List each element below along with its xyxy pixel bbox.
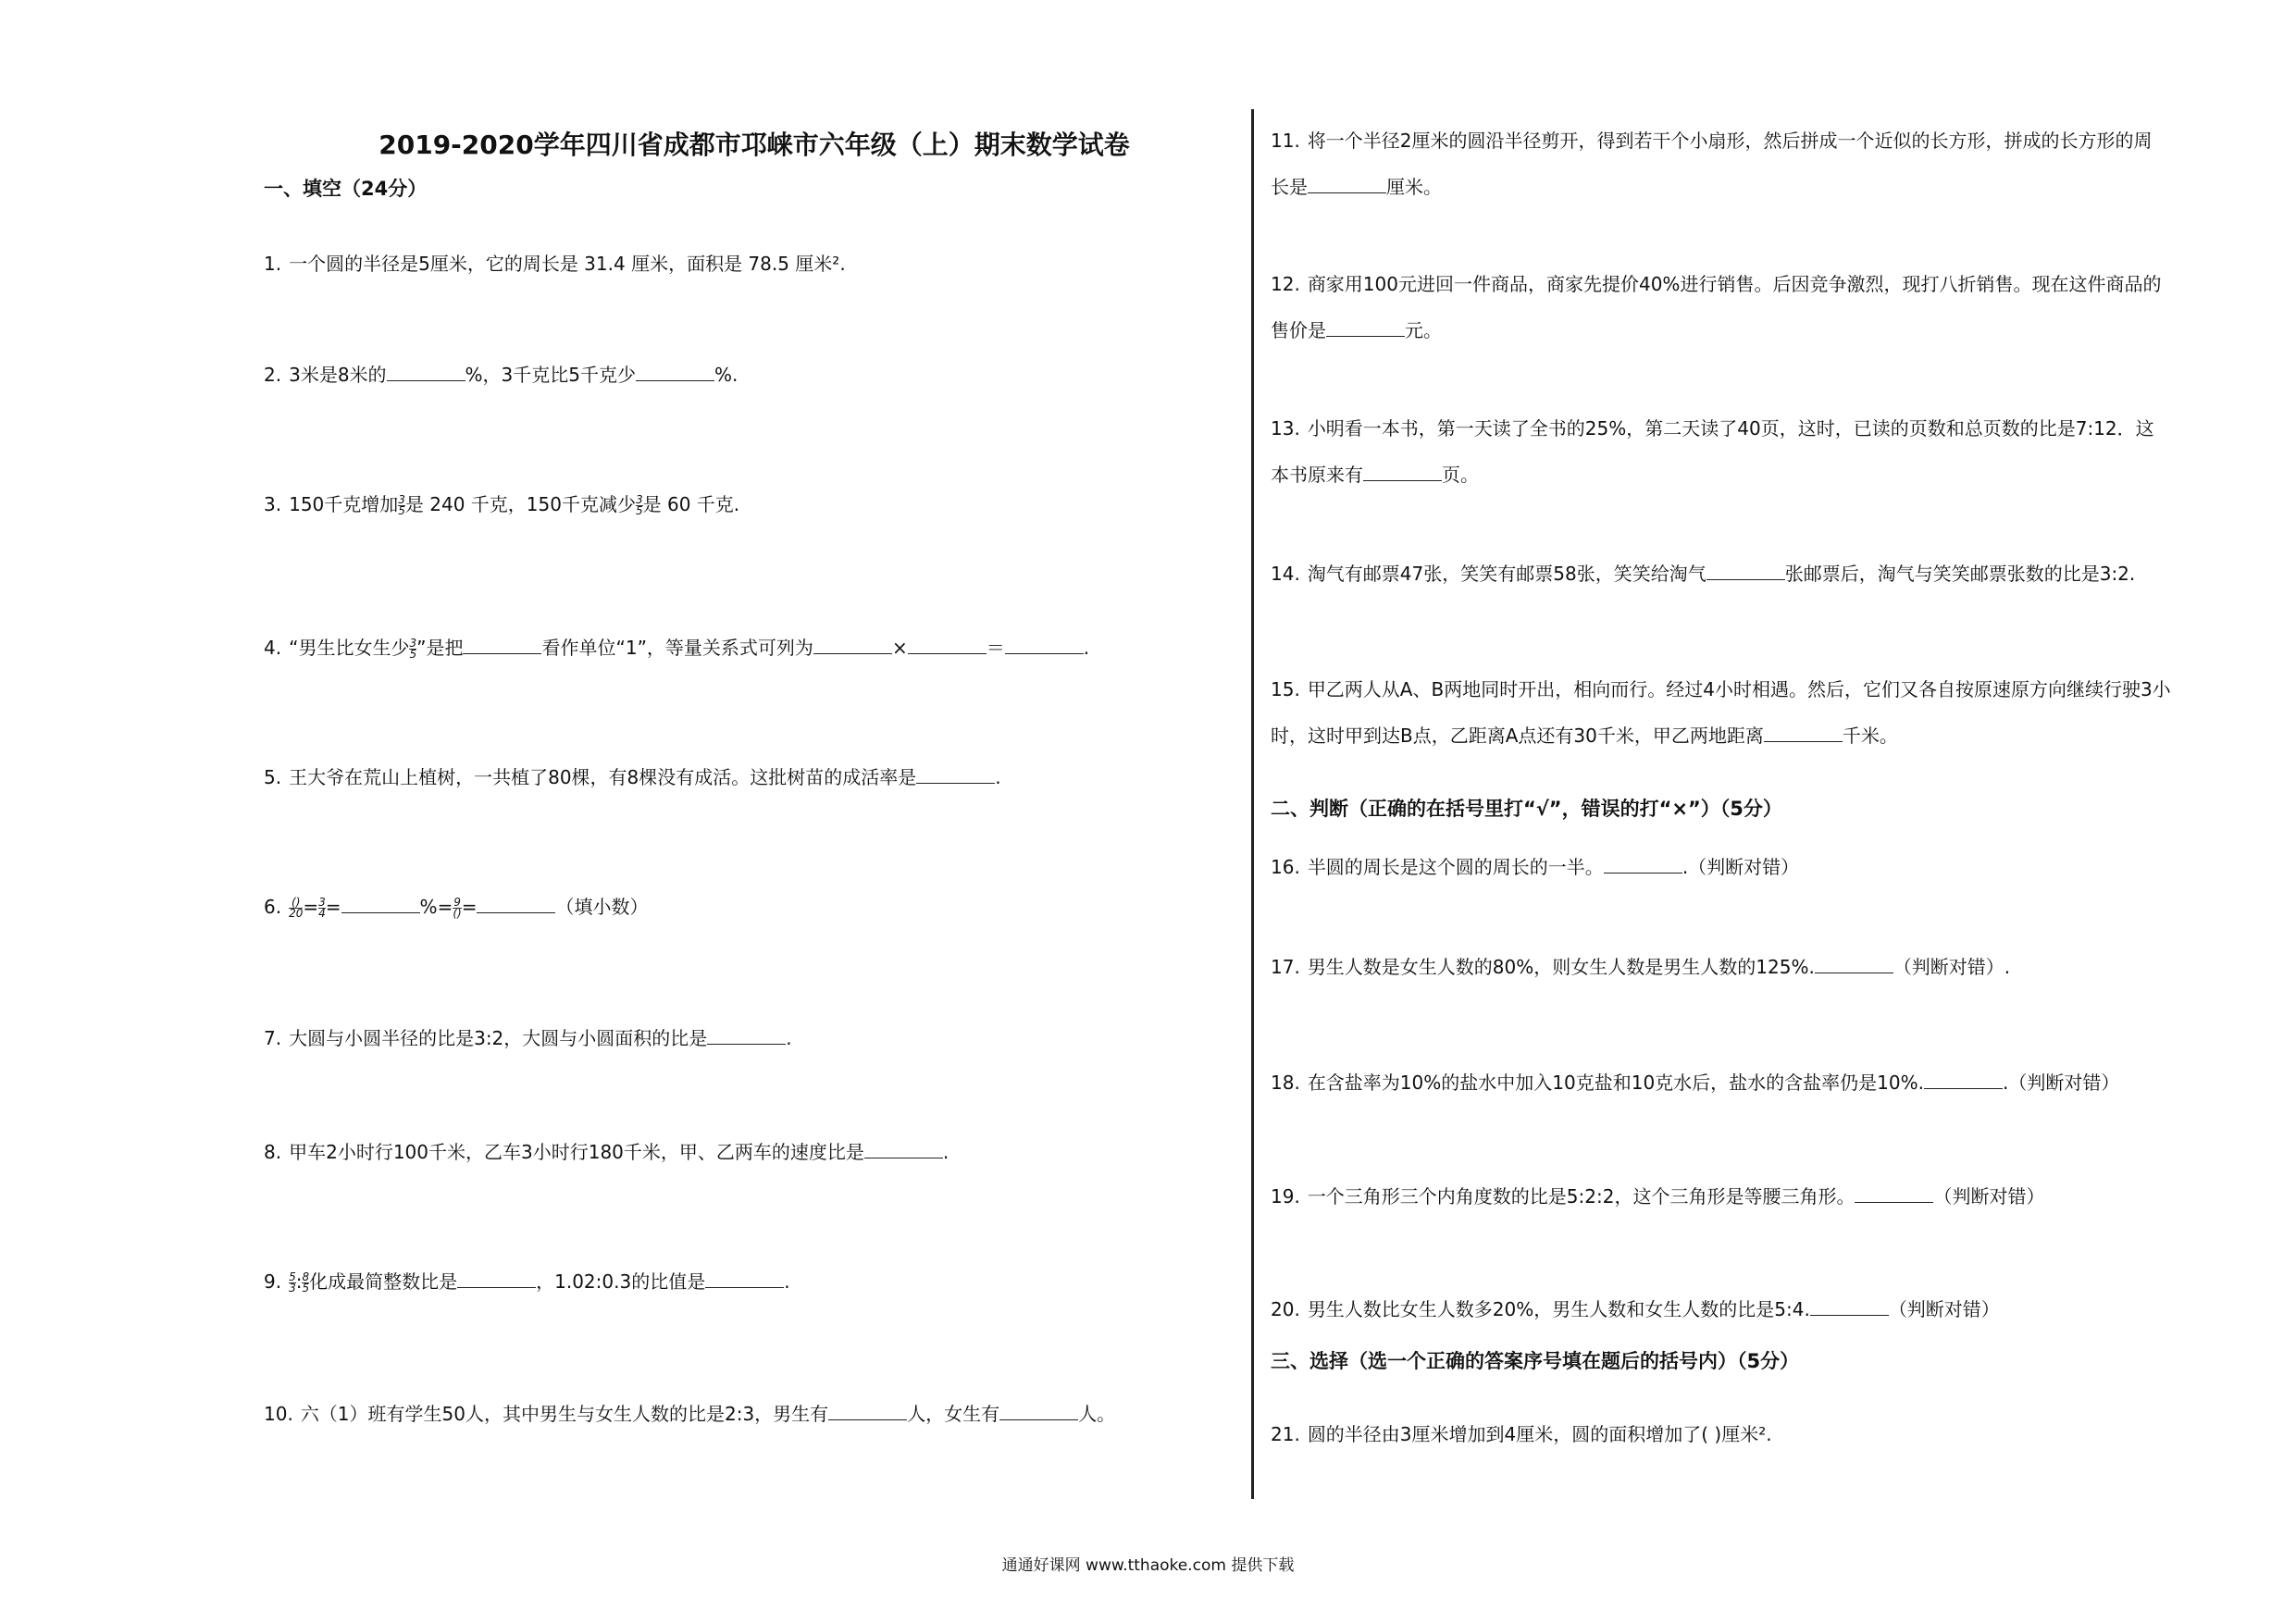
fraction: $\frac{3}{4}$ bbox=[318, 896, 326, 920]
fraction: $\frac{8}{5}$ bbox=[302, 1270, 310, 1295]
answer-blank[interactable] bbox=[1815, 956, 1893, 973]
question-6: 6. $\frac{()}{20}$ = $\frac{3}{4}$ = %= $\frac{9}{()}$ = （填小数） bbox=[264, 896, 649, 920]
question-3: 3. 150千克增加 $\frac{3}{5}$ 是 240 千克，150千克减少 $\frac{3}{5}$ 是 60 千克. bbox=[264, 493, 740, 517]
answer-blank[interactable] bbox=[1005, 637, 1084, 654]
answer-blank[interactable] bbox=[908, 637, 987, 654]
question-12: 12. 商家用100元进回一件商品，商家先提价40%进行销售。后因竞争激烈，现打八折销售。现在这件商品的 售价是 元。 bbox=[1271, 273, 2162, 341]
answer-blank[interactable] bbox=[1924, 1072, 2003, 1089]
question-4: 4. “男生比女生少 $\frac{3}{5}$ ”是把 看作单位“1”，等量关系式可列为 × ＝ . bbox=[264, 637, 1090, 661]
answer-blank[interactable] bbox=[864, 1141, 943, 1158]
footer-download-note: 通通好课网 www.tthaoke.com 提供下载 bbox=[1001, 1556, 1295, 1575]
answer-blank[interactable] bbox=[813, 637, 892, 654]
question-13: 13. 小明看一本书，第一天读了全书的25%，第二天读了40页，这时，已读的页数和总页数的比是7:12．这 本书原来有 页。 bbox=[1271, 417, 2154, 486]
question-15: 15. 甲乙两人从A、B两地同时开出，相向而行。经过4小时相遇。然后，它们又各自按原速原方向继续行驶3小 时，这时甲到达B点，乙距离A点还有30千米，甲乙两地距离 千米。 bbox=[1271, 678, 2171, 747]
answer-blank[interactable] bbox=[828, 1403, 907, 1420]
answer-blank[interactable] bbox=[1855, 1185, 1933, 1203]
question-14: 14. 淘气有邮票47张，笑笑有邮票58张，笑笑给淘气 张邮票后，淘气与笑笑邮票张数的比是3:2. bbox=[1271, 563, 2136, 585]
answer-blank[interactable] bbox=[705, 1270, 784, 1288]
answer-blank[interactable] bbox=[1326, 319, 1405, 337]
question-17: 17. 男生人数是女生人数的80%，则女生人数是男生人数的125%. （判断对错）. bbox=[1271, 956, 2011, 978]
question-16: 16. 半圆的周长是这个圆的周长的一半。 .（判断对错） bbox=[1271, 856, 1800, 878]
fraction: $\frac{9}{()}$ bbox=[453, 896, 462, 920]
question-5: 5. 王大爷在荒山上植树，一共植了80棵，有8棵没有成活。这批树苗的成活率是 . bbox=[264, 766, 1001, 788]
column-divider bbox=[1251, 109, 1254, 1499]
fraction: $\frac{()}{20}$ bbox=[289, 896, 304, 920]
question-19: 19. 一个三角形三个内角度数的比是5:2:2，这个三角形是等腰三角形。 （判断对错） bbox=[1271, 1185, 2045, 1208]
question-11: 11. 将一个半径2厘米的圆沿半径剪开，得到若干个小扇形，然后拼成一个近似的长方形，拼成的长方形的周 长是 厘米。 bbox=[1271, 130, 2153, 198]
section-fill-in: 一、填空（24分） bbox=[264, 178, 428, 200]
answer-blank[interactable] bbox=[1308, 176, 1386, 193]
section-true-false: 二、判断（正确的在括号里打“√”，错误的打“×”）（5分） bbox=[1271, 798, 1782, 820]
question-8: 8. 甲车2小时行100千米，乙车3小时行180千米，甲、乙两车的速度比是 . bbox=[264, 1141, 949, 1163]
answer-blank[interactable] bbox=[1764, 725, 1843, 742]
fraction: $\frac{5}{3}$ bbox=[289, 1270, 296, 1295]
question-2: 2. 3米是8米的 %，3千克比5千克少 %. bbox=[264, 364, 738, 386]
answer-blank[interactable] bbox=[1706, 563, 1785, 580]
page-title: 2019-2020学年四川省成都市邛崃市六年级（上）期末数学试卷 bbox=[379, 130, 1130, 160]
section-multiple-choice: 三、选择（选一个正确的答案序号填在题后的括号内）（5分） bbox=[1271, 1350, 1800, 1372]
fraction: $\frac{3}{5}$ bbox=[409, 637, 417, 661]
question-18: 18. 在含盐率为10%的盐水中加入10克盐和10克水后，盐水的含盐率仍是10%. .（判断对错） bbox=[1271, 1072, 2120, 1094]
answer-blank[interactable] bbox=[707, 1027, 786, 1045]
answer-blank[interactable] bbox=[1810, 1298, 1889, 1316]
answer-blank[interactable] bbox=[457, 1270, 536, 1288]
question-21: 21. 圆的半径由3厘米增加到4厘米，圆的面积增加了( )厘米². bbox=[1271, 1423, 1772, 1445]
answer-blank[interactable] bbox=[999, 1403, 1078, 1420]
answer-blank[interactable] bbox=[477, 896, 555, 913]
answer-blank[interactable] bbox=[341, 896, 420, 913]
question-1: 1. 一个圆的半径是5厘米，它的周长是 31.4 厘米，面积是 78.5 厘米². bbox=[264, 253, 846, 275]
question-9: 9. $\frac{5}{3}$ : $\frac{8}{5}$ 化成最简整数比是 ，1.02:0.3的比值是 . bbox=[264, 1270, 790, 1295]
answer-blank[interactable] bbox=[1604, 856, 1682, 873]
answer-blank[interactable] bbox=[636, 364, 714, 381]
question-20: 20. 男生人数比女生人数多20%，男生人数和女生人数的比是5:4. （判断对错） bbox=[1271, 1298, 2000, 1320]
answer-blank[interactable] bbox=[463, 637, 541, 654]
question-10: 10. 六（1）班有学生50人，其中男生与女生人数的比是2:3，男生有 人，女生有 人。 bbox=[264, 1403, 1116, 1425]
answer-blank[interactable] bbox=[916, 766, 995, 784]
fraction: $\frac{3}{5}$ bbox=[635, 493, 643, 517]
question-1-text: 一个圆的半径是5厘米，它的周长是 31.4 厘米，面积是 78.5 厘米². bbox=[289, 253, 846, 275]
answer-blank[interactable] bbox=[387, 364, 465, 381]
question-7: 7. 大圆与小圆半径的比是3:2，大圆与小圆面积的比是 . bbox=[264, 1027, 792, 1049]
answer-blank[interactable] bbox=[1363, 464, 1442, 481]
fraction: $\frac{3}{5}$ bbox=[398, 493, 405, 517]
